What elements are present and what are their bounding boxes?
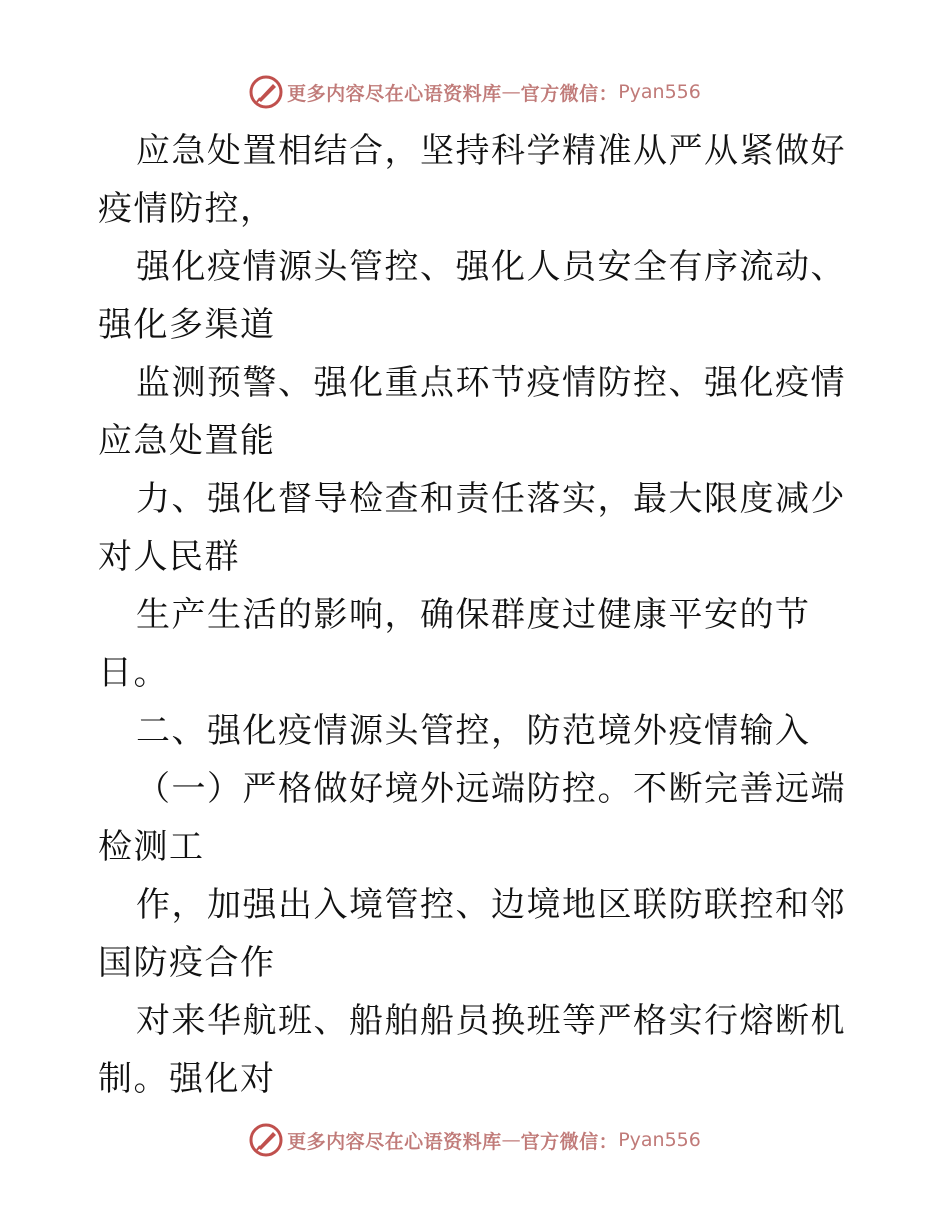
footer-contact-label: 官方微信：	[520, 1130, 619, 1153]
body-paragraph: 对来华航班、船舶船员换班等严格实行熔断机制。强化对	[98, 1001, 846, 1099]
body-paragraph: 应急处置相结合，坚持科学精准从严从紧做好疫情防控，	[98, 131, 846, 229]
body-paragraph: 作，加强出入境管控、边境地区联防联控和邻国防疫合作	[98, 885, 846, 983]
body-paragraph: （一）严格做好境外远端防控。不断完善远端检测工	[98, 769, 846, 867]
header-contact-account: Pyan556	[618, 81, 701, 103]
footer-banner-separator: —	[501, 1129, 521, 1151]
header-banner	[0, 72, 950, 112]
body-paragraph: 强化疫情源头管控、强化人员安全有序流动、强化多渠道	[98, 247, 846, 345]
footer-banner	[0, 1120, 950, 1160]
document-body	[98, 122, 858, 1108]
body-paragraph: 力、强化督导检查和责任落实，最大限度减少对人民群	[98, 479, 846, 577]
quill-logo-icon	[249, 1123, 283, 1157]
footer-contact-account: Pyan556	[618, 1129, 701, 1151]
quill-logo-icon	[249, 75, 283, 109]
header-banner-text: 更多内容尽在心语资料库	[287, 82, 502, 105]
section-heading: 二、强化疫情源头管控，防范境外疫情输入	[136, 711, 811, 751]
header-contact-label: 官方微信：	[520, 82, 619, 105]
body-paragraph: 生产生活的影响，确保群度过健康平安的节日。	[98, 595, 811, 693]
footer-banner-text: 更多内容尽在心语资料库	[287, 1130, 502, 1153]
body-paragraph: 监测预警、强化重点环节疫情防控、强化疫情应急处置能	[98, 363, 846, 461]
header-banner-separator: —	[501, 81, 521, 103]
